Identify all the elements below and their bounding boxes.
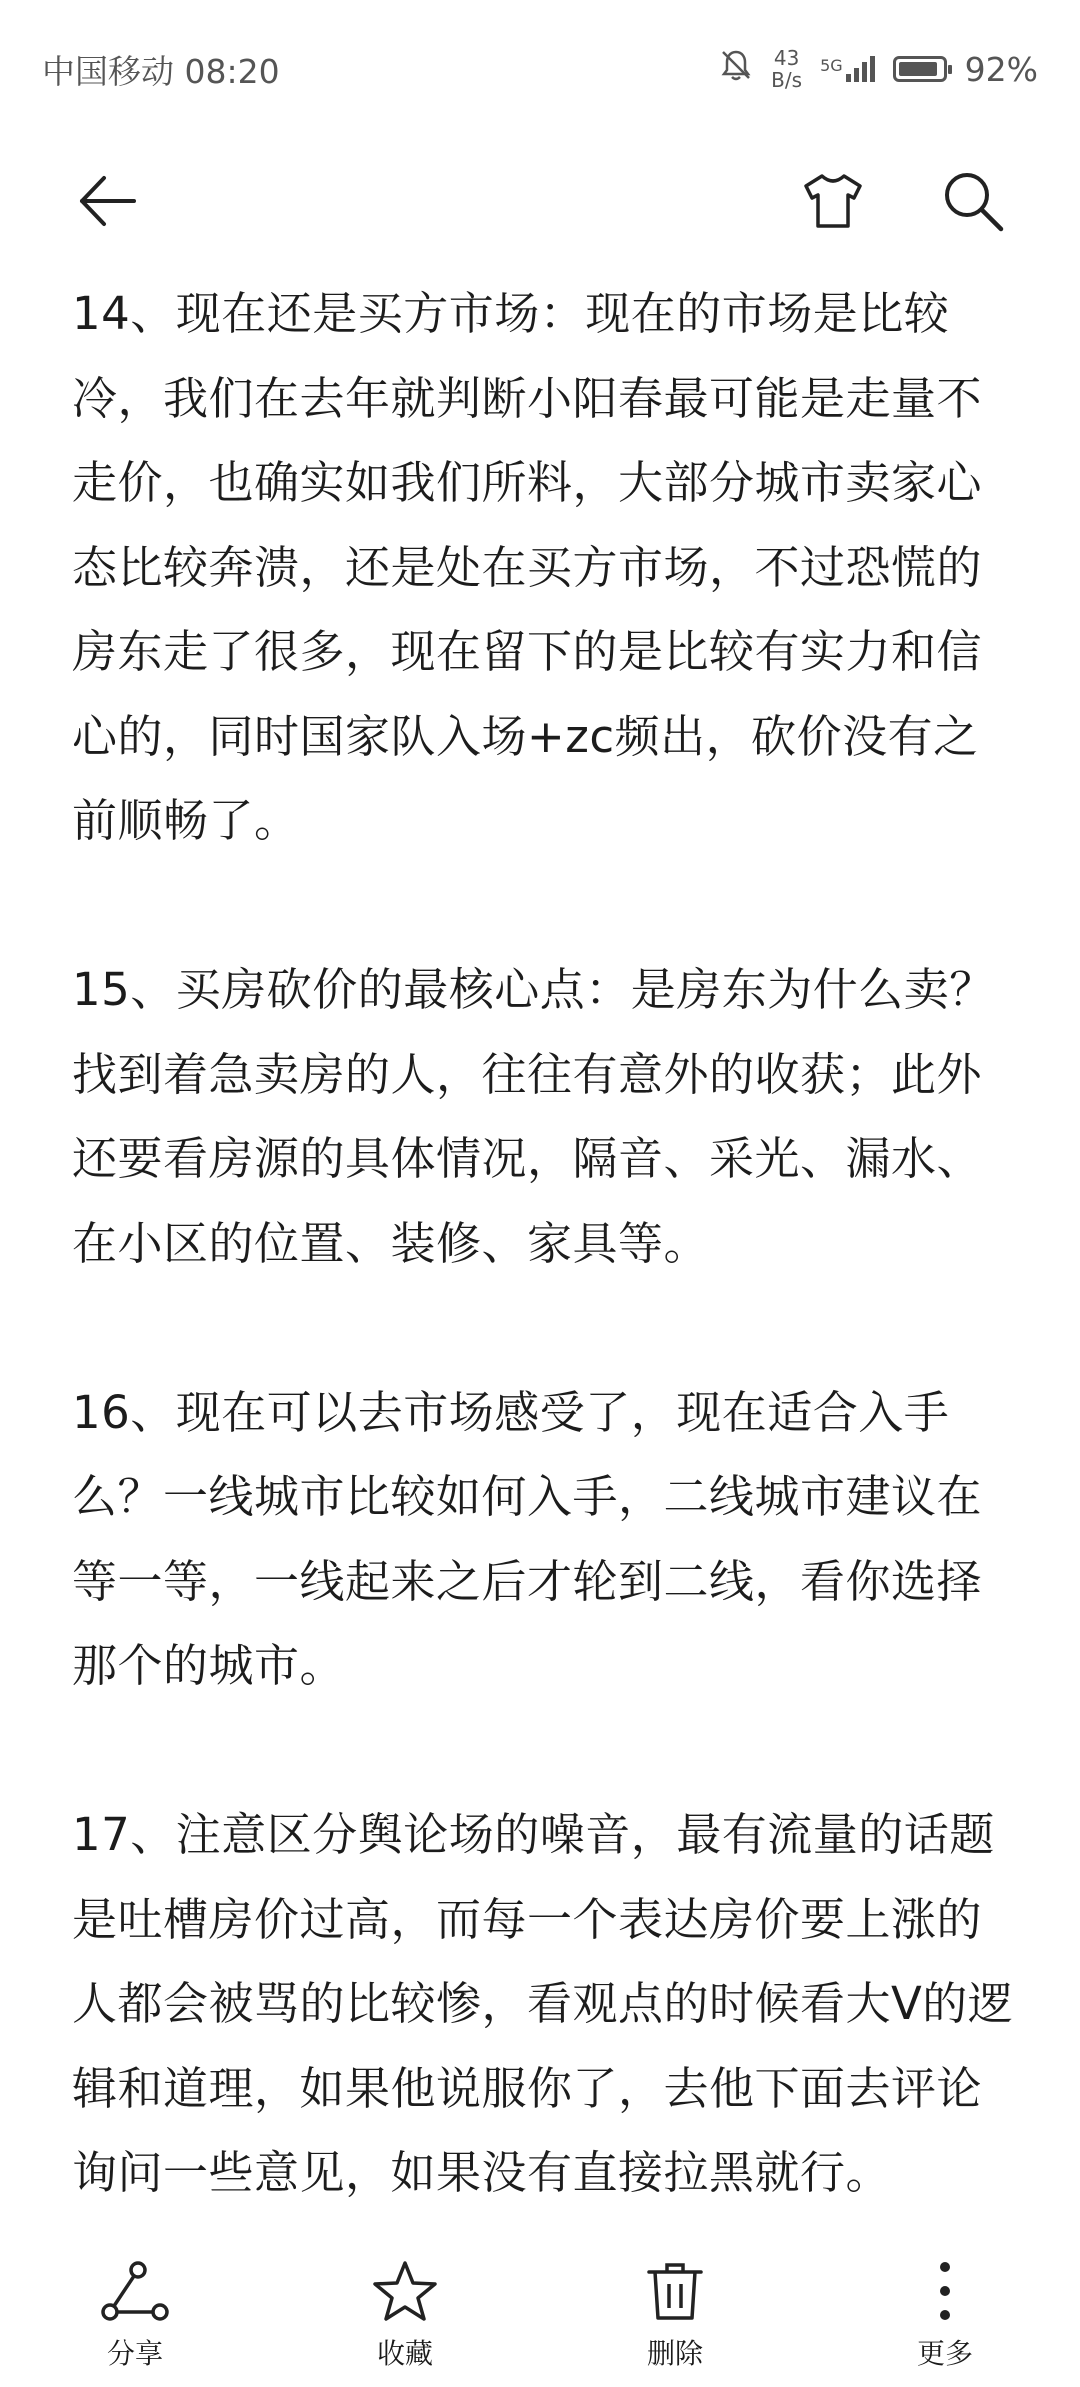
signal-icon [820, 56, 875, 82]
more-label: 更多 [916, 2337, 973, 2370]
net-speed-value: 43 [773, 46, 800, 70]
paragraph-17: 17、注意区分舆论场的噪音，最有流量的话题是吐槽房价过高，而每一个表达房价要上涨的人都会被骂的比较惨，看观点的时候看大V的逻辑和道理，如果他说服你了，去他下面去评论询问一些意见，如果没有直接拉黑就行。 [72, 1808, 1014, 2199]
search-icon [941, 169, 1005, 233]
delete-button[interactable] [575, 2260, 775, 2372]
paragraph-16: 16、现在可以去市场感受了，现在适合入手么？一线城市比较如何入手，二线城市建议在等一等，一线起来之后才轮到二线，看你选择那个的城市。 [72, 1385, 983, 1692]
battery-percent: 92% [964, 49, 1038, 89]
app-bar [0, 138, 1080, 262]
battery-icon [893, 56, 947, 82]
net-speed-unit: B/s [771, 68, 803, 92]
theme-button[interactable] [788, 156, 878, 246]
more-button[interactable] [845, 2260, 1045, 2372]
more-vertical-icon [935, 2260, 955, 2322]
network-type: 5G [820, 56, 843, 75]
status-icons [719, 47, 1038, 91]
back-button[interactable] [62, 156, 152, 246]
mute-bell-icon [719, 48, 753, 90]
arrow-left-icon [76, 170, 138, 232]
delete-label: 删除 [646, 2337, 703, 2370]
shirt-icon [802, 172, 864, 230]
star-icon [372, 2260, 438, 2322]
net-speed [771, 47, 802, 91]
favorite-label: 收藏 [376, 2337, 433, 2370]
paragraph-14: 14、现在还是买方市场：现在的市场是比较冷，我们在去年就判断小阳春最可能是走量不走价，也确实如我们所料，大部分城市卖家心态比较奔溃，还是处在买方市场，不过恐慌的房东走了很多，现在留下的是比较有实力和信心的，同时国家队入场+zc频出，砍价没有之前顺畅了。 [72, 287, 983, 847]
bottom-toolbar [0, 2245, 1080, 2387]
note-content [72, 272, 1018, 2300]
search-button[interactable] [928, 156, 1018, 246]
paragraph-15: 15、买房砍价的最核心点：是房东为什么卖？找到着急卖房的人，往往有意外的收获；此外还要看房源的具体情况，隔音、采光、漏水、在小区的位置、装修、家具等。 [72, 963, 995, 1270]
share-label: 分享 [106, 2337, 163, 2370]
trash-icon [645, 2260, 705, 2322]
share-button[interactable] [35, 2260, 235, 2372]
carrier-time: 中国移动 08:20 [42, 51, 280, 91]
status-bar [0, 0, 1080, 138]
share-icon [100, 2260, 170, 2322]
favorite-button[interactable] [305, 2260, 505, 2372]
